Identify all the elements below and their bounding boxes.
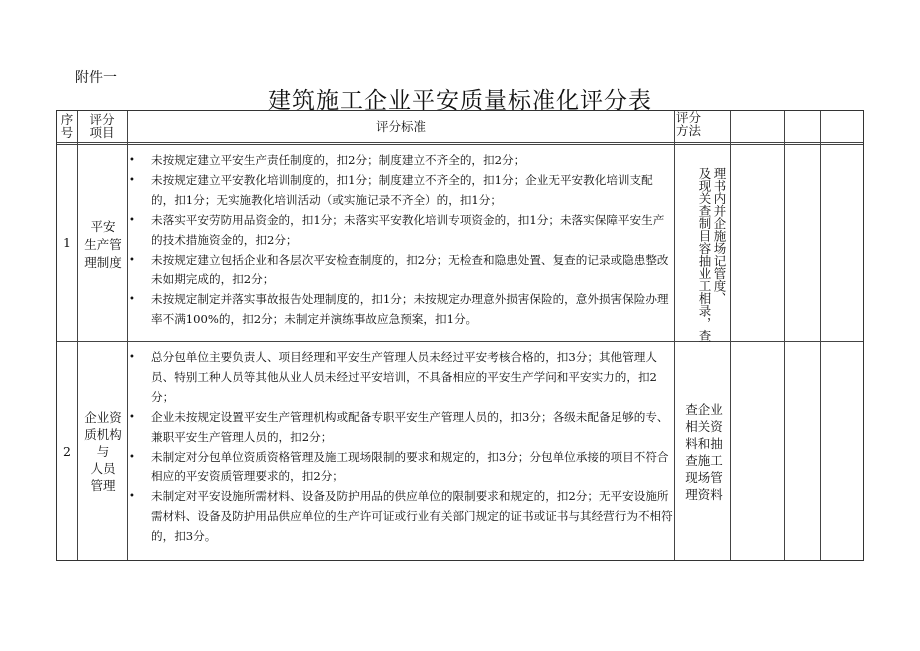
bullet-icon: •	[129, 294, 135, 306]
row1-method-col2: 及现关查制目容抽业工相录，查	[697, 167, 712, 342]
row2-seq: 2	[63, 444, 71, 459]
row1-item: 平安 生产管 理制度	[84, 219, 122, 270]
list-item: • 企业未按规定设置平安生产管理机构或配备专职平安生产管理人员的，扣3分；各级未配备足够的专、兼职平安生产管理人员的，扣2分；	[129, 409, 669, 444]
row2-method: 查企业 相关资 料和抽 查施工 现场管 理资料	[685, 402, 723, 502]
list-item: • 未按规定制定并落实事故报告处理制度的，扣1分；未按规定办理意外损害保险的，意外损害保险办理率不满100%的，扣2分；未制定并演练事故应急预案，扣1分。	[129, 292, 669, 327]
header-item: 评分 项目	[89, 112, 115, 140]
row2-criteria-list	[129, 348, 674, 547]
list-item: • 未按规定建立包括企业和各层次平安检查制度的，扣2分；无检查和隐患处置、复查的记录或隐患整改未如期完成的，扣2分；	[129, 252, 669, 287]
list-item: • 未按规定建立平安生产责任制度的，扣2分；制度建立不齐全的，扣2分；	[129, 151, 674, 171]
row1-seq: 1	[63, 235, 71, 250]
bullet-icon: •	[129, 155, 135, 166]
bullet-icon: •	[129, 214, 135, 226]
header-method: 评分 方法	[676, 110, 702, 138]
header-seq: 序 号	[60, 112, 74, 140]
attachment-label: 附件一	[75, 70, 117, 86]
bullet-icon: •	[129, 352, 135, 363]
bullet-icon: •	[129, 411, 135, 423]
header-criteria: 评分标准	[375, 119, 426, 134]
bullet-icon: •	[129, 491, 135, 503]
row2-item: 企业资 质机构 与 人员 管理	[84, 410, 122, 493]
bullet-icon: •	[129, 254, 135, 266]
list-item: • 未制定对分包单位资质资格管理及施工现场限制的要求和规定的，扣3分；分包单位承接的项目不符合相应的平安资质管理要求的，扣2分；	[129, 449, 669, 484]
list-item: • 未落实平安劳防用品资金的，扣1分；未落实平安教化培训专项资金的，扣1分；未落实保障平安生产的技术措施资金的，扣2分；	[129, 212, 665, 247]
list-item: • 未制定对平安设施所需材料、设备及防护用品的供应单位的限制要求和规定的，扣2分；无平安设施所需材料、设备及防护用品供应单位的生产许可证或行业有关部门规定的证书或证书与其经营行为不相符的，扣3分。	[129, 489, 673, 544]
bullet-icon: •	[129, 451, 135, 463]
row1-criteria-list	[129, 151, 674, 330]
page-title: 建筑施工企业平安质量标准化评分表	[268, 88, 652, 114]
bullet-icon: •	[129, 174, 135, 186]
score-table	[56, 110, 864, 561]
list-item: • 未按规定建立平安教化培训制度的，扣1分；制度建立不齐全的，扣1分；企业无平安教化培训支配的，扣1分；无实施教化培训活动（或实施记录不齐全）的，扣1分；	[129, 172, 653, 207]
list-item: • 总分包单位主要负责人、项目经理和平安生产管理人员未经过平安考核合格的，扣3分；其他管理人员、特别工种人员等其他从业人员未经过平安培训，不具备相应的平安生产学问和平安实力的，扣2分；	[129, 350, 657, 404]
row1-method-col1: 理书内并企施场记管度、	[712, 167, 727, 305]
